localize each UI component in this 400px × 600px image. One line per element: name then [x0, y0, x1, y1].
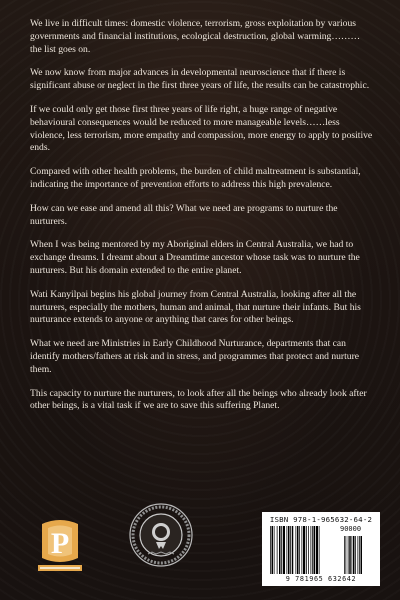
- barcode-digits: 9 781965 632642: [285, 575, 357, 583]
- blurb-paragraph-7: Wati Kanyilpai begins his global journey from Central Australia, looking after all the nurturers, especially the mothers, human and animal, that nurture their infants. But his nurturance extends to anyone or anything that cares for other beings.: [30, 288, 361, 326]
- price-code: 90000: [340, 525, 362, 533]
- publisher-p-logo: [32, 518, 88, 580]
- blurb-paragraph-9: This capacity to nurture the nurturers, to look after all the beings who already look after other beings, is a vital task if we are to save this suffering Planet.: [30, 387, 367, 412]
- blurb-paragraph-4: Compared with other health problems, the burden of child maltreatment is substantial, indicating the importance of prevention efforts to address this high prevalence.: [30, 166, 361, 190]
- barcode-bars: [268, 526, 374, 574]
- isbn-label: ISBN 978-1-965632-64-2: [269, 515, 373, 524]
- isbn-barcode: [262, 512, 380, 586]
- blurb-paragraph-8: What we need are Ministries in Early Childhood Nurturance, departments that can identify mothers/fathers at risk and in stress, and programmes that protect and nurture them.: [30, 338, 360, 375]
- blurb-paragraph-2: We now know from major advances in developmental neuroscience that if there is significant abuse or neglect in the first three years of life, the results can be catastrophic.: [30, 67, 370, 92]
- svg-text:P: P: [50, 527, 70, 560]
- blurb-paragraph-3: If we could only get those first three years of life right, a huge range of negative behavioural consequences would be reduced to more manageable levels……less violence, less terrorism, more empathy and compassion, more energy to apply to positive ends.: [30, 103, 373, 154]
- blurb-paragraph-5: How can we ease and amend all this? What we need are programs to nurture the nurturers.: [30, 202, 338, 227]
- blurb-paragraph-6: When I was being mentored by my Aboriginal elders in Central Australia, we had to exchange dreams. I dreamt about a Dreamtime ancestor whose task was to nurture the nurturers. But his domain extended to the entire planet.: [30, 239, 360, 276]
- award-seal: [128, 502, 194, 568]
- blurb-text: [30, 18, 374, 424]
- blurb-paragraph-1: We live in difficult times: domestic violence, terrorism, gross exploitation by various governments and financial institutions, ecological destruction, global warming……… the list goes on.: [30, 18, 361, 55]
